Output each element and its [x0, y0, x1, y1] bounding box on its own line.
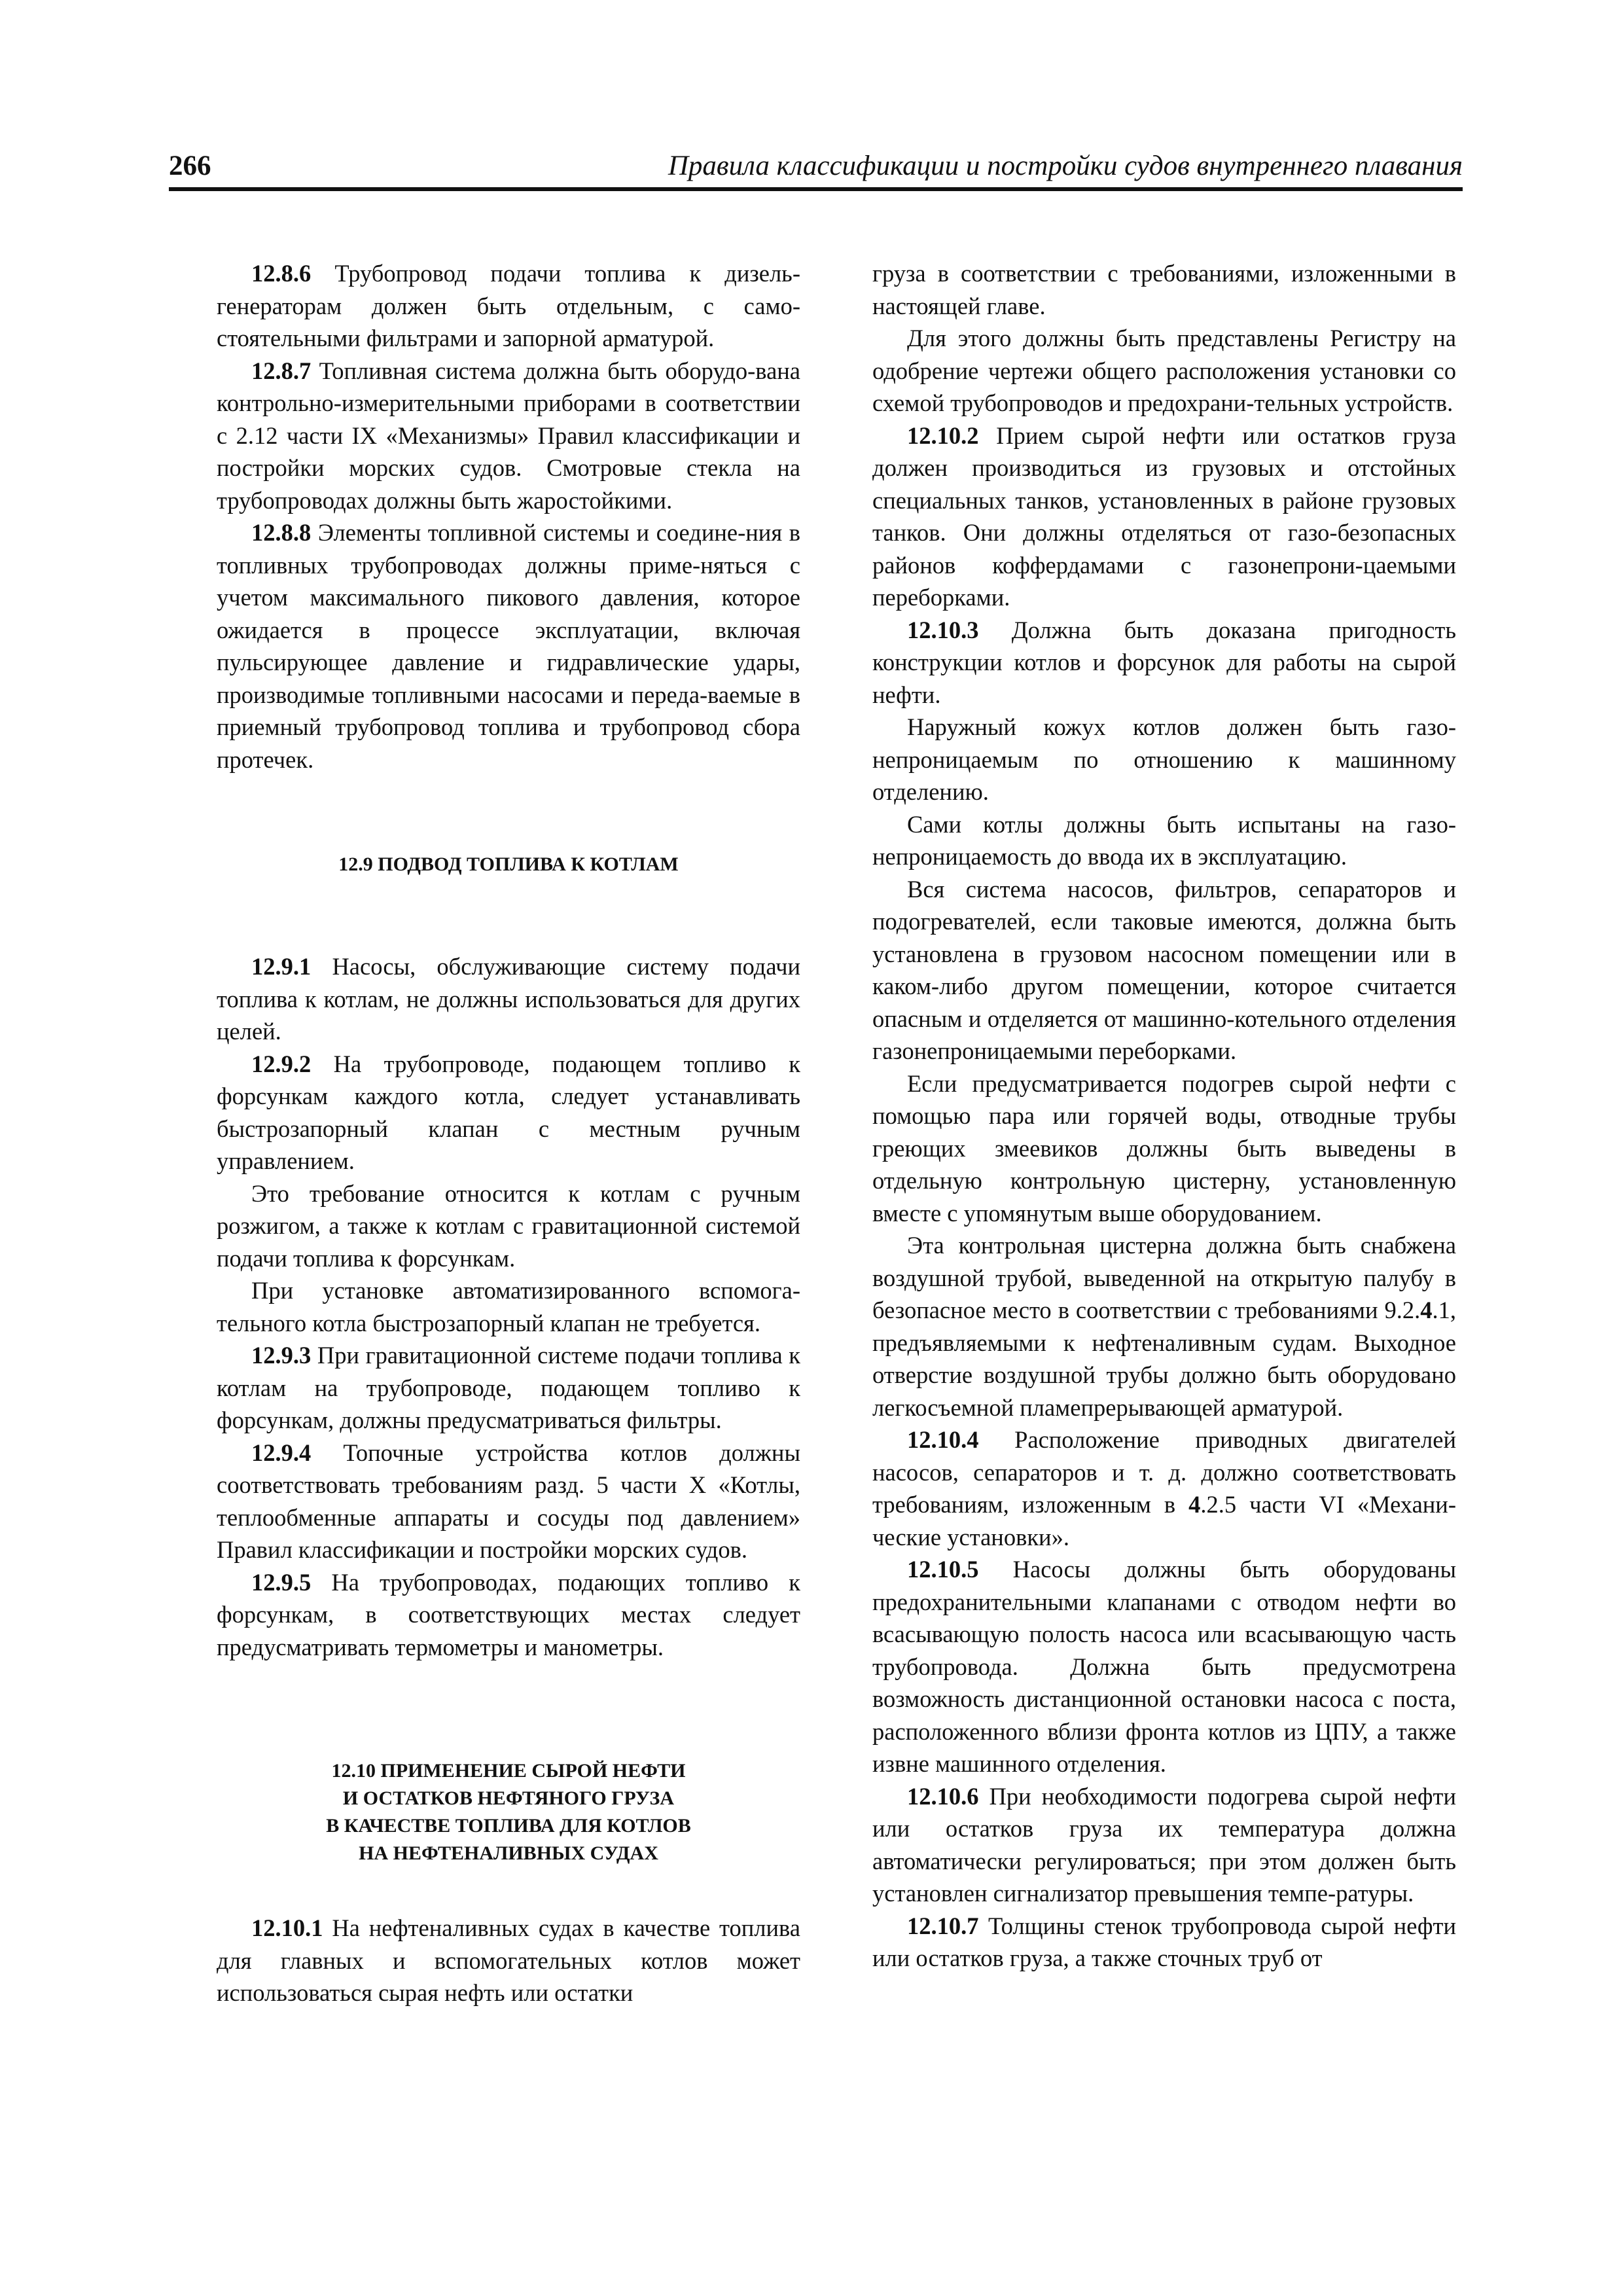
- paragraph-12-10-7: [872, 1910, 1456, 1975]
- clause-text: На трубопроводе, подающем топливо к форсункам каждого котла, следует устанавливать быстрозапорный клапан с местным ручным управлением.: [217, 1050, 800, 1174]
- paragraph-12-9-5: [217, 1566, 800, 1664]
- paragraph-12-9-2: [217, 1048, 800, 1177]
- heading-line: НА НЕФТЕНАЛИВНЫХ СУДАХ: [359, 1842, 658, 1864]
- paragraph-12-8-6: [217, 257, 800, 355]
- clause-number: 12.8.7: [251, 357, 312, 384]
- paragraph-12-10-5: [872, 1553, 1456, 1780]
- paragraph: Это требование относится к котлам с ручным розжигом, а также к котлам с гравитационной системой подачи топлива к форсункам.: [217, 1179, 800, 1272]
- clause-number: 12.10.4: [907, 1426, 979, 1453]
- paragraph: При установке автоматизированного вспомога-тельного котла быстрозапорный клапан не требуется.: [217, 1277, 800, 1336]
- bold-reference: 4: [1420, 1297, 1433, 1323]
- paragraph-12-8-8: [217, 516, 800, 776]
- paragraph-12-10-1: [217, 1912, 800, 2009]
- paragraph-12-9-3: [217, 1339, 800, 1437]
- paragraph-12-10-3: [872, 614, 1456, 711]
- clause-number: 12.10.1: [251, 1914, 323, 1941]
- clause-text: Насосы, обслуживающие систему подачи топлива к котлам, не должны использоваться для других целей.: [217, 953, 800, 1045]
- clause-number: 12.10.3: [907, 616, 979, 643]
- heading-line: И ОСТАТКОВ НЕФТЯНОГО ГРУЗА: [342, 1787, 675, 1809]
- left-column: [217, 257, 800, 2009]
- heading-line: В КАЧЕСТВЕ ТОПЛИВА ДЛЯ КОТЛОВ: [326, 1815, 691, 1837]
- clause-number: 12.9.1: [251, 953, 312, 980]
- section-heading-12-9: 12.9 ПОДВОД ТОПЛИВА К КОТЛАМ: [338, 853, 679, 875]
- right-column: [872, 257, 1456, 1975]
- clause-number: 12.10.6: [907, 1782, 979, 1810]
- paragraph-12-10-2: [872, 420, 1456, 614]
- bold-reference: 4: [1188, 1491, 1201, 1518]
- clause-text: Толщины стенок трубопровода сырой нефти или остатков груза, а также сточных труб от: [872, 1912, 1456, 1971]
- clause-number: 12.8.6: [251, 260, 312, 287]
- clause-text: При необходимости подогрева сырой нефти или остатков груза их температура должна автоматически регулироваться; при этом должен быть установлен сигнализатор превышения темпе-ратуры.: [872, 1782, 1456, 1907]
- paragraph-12-8-7: [217, 355, 800, 517]
- clause-number: 12.10.5: [907, 1556, 979, 1583]
- paragraph-continuation: груза в соответствии с требованиями, изложенными в настоящей главе.: [872, 260, 1456, 319]
- running-title: Правила классификации и постройки судов внутреннего плавания: [668, 151, 1463, 181]
- clause-number: 12.10.2: [907, 422, 979, 449]
- paragraph-12-9-4: [217, 1437, 800, 1566]
- clause-text: Насосы должны быть оборудованы предохранительными клапанами с отводом нефти во всасывающую полость насоса или всасывающую часть трубопровода. Должна быть предусмотрена возможность дистанционной остановки насоса с поста, расположенного вблизи фронта котлов из ЦПУ, а также извне машинного отделения.: [872, 1556, 1456, 1777]
- clause-text: На нефтеналивных судах в качестве топлива для главных и вспомогательных котлов может использоваться сырая нефть или остатки: [217, 1914, 800, 2006]
- clause-number: 12.9.3: [251, 1342, 312, 1369]
- text-run: Эта контрольная цистерна должна быть снабжена воздушной трубой, выведенной на открытую палубу в безопасное место в соответствии с требованиями 9.2.: [872, 1232, 1456, 1323]
- paragraph-12-9-1: [217, 950, 800, 1048]
- text-run: Расположение приводных двигателей насосов, сепараторов и т. д. должно соответствовать требованиям, изложенным в: [872, 1426, 1456, 1518]
- paragraph-12-10-4: [872, 1424, 1456, 1553]
- page-header: [169, 145, 1463, 191]
- page-number: 266: [169, 151, 211, 181]
- paragraph: Если предусматривается подогрев сырой нефти с помощью пара или горячей воды, отводные трубы греющих змеевиков должны быть выведены в отдельную контрольную цистерну, установленную вместе с упомянутым выше оборудованием.: [872, 1069, 1456, 1227]
- clause-number: 12.9.5: [251, 1568, 312, 1596]
- clause-text: Прием сырой нефти или остатков груза должен производиться из грузовых и отстойных специальных танков, установленных в районе грузовых танков. Они должны отделяться от газо-безопасных районов коффердамами с газонепрони-цаемыми переборками.: [872, 422, 1456, 611]
- clause-number: 12.8.8: [251, 519, 312, 546]
- section-heading-12-10: [217, 1757, 800, 1867]
- clause-text: Топочные устройства котлов должны соответствовать требованиям разд. 5 части X «Котлы, теплообменные аппараты и сосуды под давлением» Правил классификации и постройки морских судов.: [217, 1439, 800, 1563]
- clause-number: 12.9.4: [251, 1439, 312, 1466]
- text-run: .2.5 части VI «Механи-ческие установки».: [872, 1491, 1456, 1551]
- heading-line: 12.10 ПРИМЕНЕНИЕ СЫРОЙ НЕФТИ: [331, 1760, 686, 1782]
- paragraph: [872, 1229, 1456, 1424]
- paragraph-12-10-6: [872, 1780, 1456, 1910]
- paragraph: Для этого должны быть представлены Регистру на одобрение чертежи общего расположения установки со схемой трубопроводов и предохрани-тельных устройств.: [872, 325, 1456, 416]
- clause-text: На трубопроводах, подающих топливо к форсункам, в соответствующих местах следует предусматривать термометры и манометры.: [217, 1568, 800, 1660]
- clause-text: При гравитационной системе подачи топлива к котлам на трубопроводе, подающем топливо к форсункам, должны предусматриваться фильтры.: [217, 1342, 800, 1433]
- text-run: .1, предъявляемыми к нефтеналивным судам. Выходное отверстие воздушной трубы должно быть оборудовано легкосъемной пламепрерывающей арматурой.: [872, 1297, 1456, 1421]
- paragraph: Наружный кожух котлов должен быть газо-непроницаемым по отношению к машинному отделению.: [872, 713, 1456, 805]
- clause-text: Трубопровод подачи топлива к дизель-генераторам должен быть отдельным, с само-стоятельными фильтрами и запорной арматурой.: [217, 260, 800, 351]
- paragraph: Сами котлы должны быть испытаны на газо-непроницаемость до ввода их в эксплуатацию.: [872, 810, 1456, 870]
- clause-text: Должна быть доказана пригодность конструкции котлов и форсунок для работы на сырой нефти.: [872, 616, 1456, 708]
- paragraph: Вся система насосов, фильтров, сепараторов и подогревателей, если таковые имеются, должна быть установлена в грузовом насосном помещении или в каком-либо другом помещении, которое считается опасным и отделяется от машинно-котельного отделения газонепроницаемыми переборками.: [872, 875, 1456, 1064]
- clause-number: 12.9.2: [251, 1050, 312, 1077]
- clause-text: Элементы топливной системы и соедине-ния в топливных трубопроводах должны приме-няться с учетом максимального пикового давления, которое ожидается в процессе эксплуатации, включая пульсирующее давление и гидравлические удары, производимые топливными насосами и переда-ваемые в приемный трубопровод топлива и трубопровод сбора протечек.: [217, 519, 800, 773]
- clause-text: Топливная система должна быть оборудо-вана контрольно-измерительными приборами в соответствии с 2.12 части IX «Механизмы» Правил классификации и постройки морских судов. Смотровые стекла на трубопроводах должны быть жаростойкими.: [217, 357, 800, 514]
- clause-number: 12.10.7: [907, 1912, 979, 1939]
